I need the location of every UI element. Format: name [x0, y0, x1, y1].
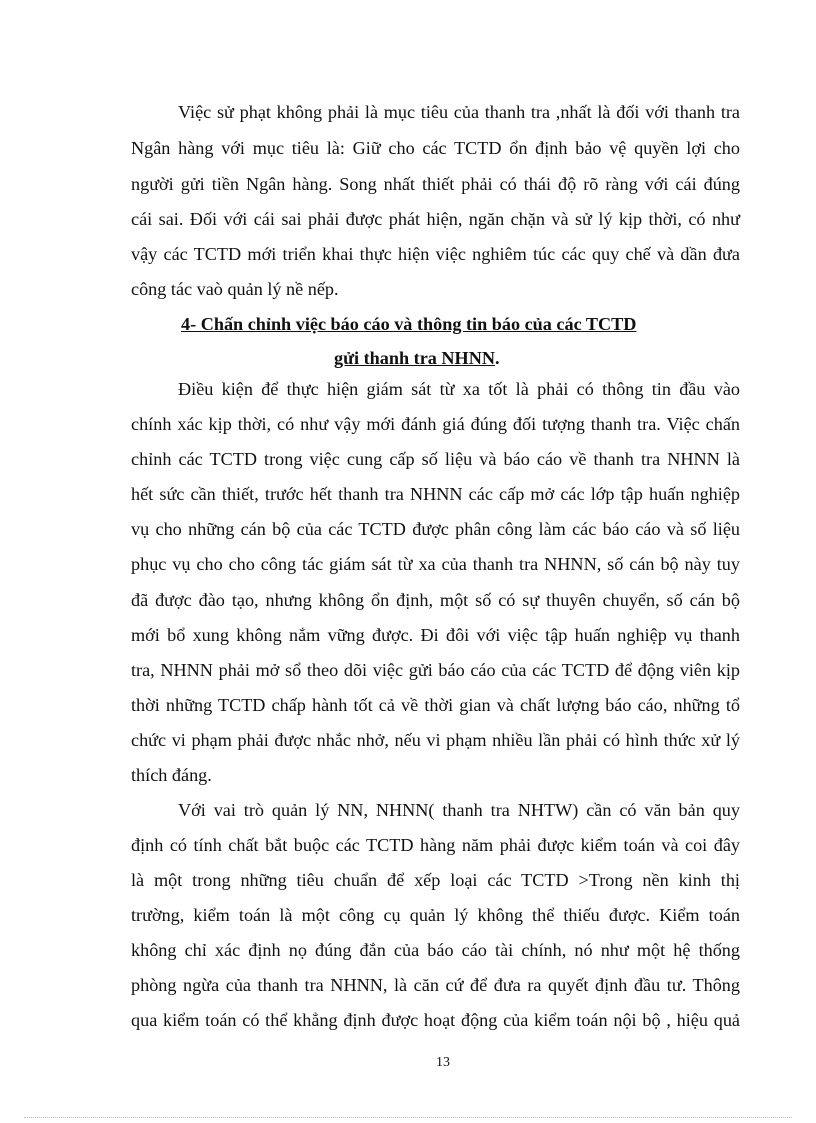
paragraph-3-line: qua kiểm toán có thể khẳng định được hoạt động của kiểm toán nội bộ , hiệu quả	[131, 1010, 740, 1030]
paragraph-3-line: định có tính chất bắt buộc các TCTD hàng năm phải được kiểm toán và coi đây	[131, 835, 740, 855]
page-number: 13	[436, 1055, 450, 1070]
paragraph-1-line: vậy các TCTD mới triển khai thực hiện việc nghiêm túc các quy chế và dần đưa	[131, 244, 740, 264]
page-bottom-divider	[24, 1117, 792, 1118]
section-heading-line-2	[334, 347, 500, 369]
paragraph-1-line: công tác vaò quản lý nề nếp.	[131, 279, 339, 299]
paragraph-2-line: đã được đào tạo, nhưng không ổn định, một số có sự thuyên chuyển, số cán bộ	[131, 590, 740, 610]
paragraph-2-line: chức vi phạm phải được nhắc nhở, nếu vi phạm nhiều lần phải có hình thức xử lý	[131, 730, 740, 750]
paragraph-3-line: phòng ngừa của thanh tra NHNN, là căn cứ để đưa ra quyết định đầu tư. Thông	[131, 975, 740, 995]
paragraph-2-line: phục vụ cho cho công tác giám sát từ xa của thanh tra NHNN, số cán bộ này tuy	[131, 554, 740, 574]
paragraph-1-line: cái sai. Đối với cái sai phải được phát hiện, ngăn chặn và sử lý kịp thời, có như	[131, 209, 740, 229]
paragraph-2-line: thích đáng.	[131, 765, 212, 785]
paragraph-2-line: chỉnh các TCTD trong việc cung cấp số liệu và báo cáo về thanh tra NHNN là	[131, 449, 740, 469]
section-heading-period: .	[494, 348, 500, 368]
section-heading-text: gửi thanh tra NHNN	[334, 348, 495, 368]
paragraph-2-line: vụ cho những cán bộ của các TCTD được phân công làm các báo cáo và số liệu	[131, 519, 740, 539]
paragraph-1-line: Việc sử phạt không phải là mục tiêu của thanh tra ,nhất là đối với thanh tra	[178, 102, 740, 122]
paragraph-2-line: Điều kiện để thực hiện giám sát từ xa tốt là phải có thông tin đầu vào	[178, 379, 740, 399]
paragraph-2-line: tra, NHNN phải mở sổ theo dõi việc gửi báo cáo của các TCTD để động viên kịp	[131, 660, 740, 680]
section-heading-line-1: 4- Chấn chỉnh việc báo cáo và thông tin báo của các TCTD	[181, 314, 637, 334]
paragraph-2-line: hết sức cần thiết, trước hết thanh tra NHNN các cấp mở các lớp tập huấn nghiệp	[131, 484, 740, 504]
paragraph-3-line: trường, kiểm toán là một công cụ quản lý không thể thiếu được. Kiểm toán	[131, 905, 740, 925]
paragraph-1-line: người gửi tiền Ngân hàng. Song nhất thiết phải có thái độ rõ ràng với cái đúng	[131, 174, 740, 194]
paragraph-2-line: thời những TCTD chấp hành tốt cả về thời gian và chất lượng báo cáo, những tổ	[131, 695, 740, 715]
paragraph-3-line: là một trong những tiêu chuẩn để xếp loại các TCTD >Trong nền kinh thị	[131, 870, 740, 890]
paragraph-2-line: mới bổ xung không nắm vững được. Đi đôi với việc tập huấn nghiệp vụ thanh	[131, 625, 740, 645]
paragraph-3-line: Với vai trò quản lý NN, NHNN( thanh tra NHTW) cần có văn bản quy	[178, 800, 740, 820]
paragraph-3-line: không chỉ xác định nọ đúng đắn của báo cáo tài chính, nó như một hệ thống	[131, 940, 740, 960]
paragraph-2-line: chính xác kịp thời, có như vậy mới đánh giá đúng đối tượng thanh tra. Việc chấn	[131, 414, 740, 434]
paragraph-1-line: Ngân hàng với mục tiêu là: Giữ cho các TCTD ổn định bảo vệ quyền lợi cho	[131, 138, 740, 158]
